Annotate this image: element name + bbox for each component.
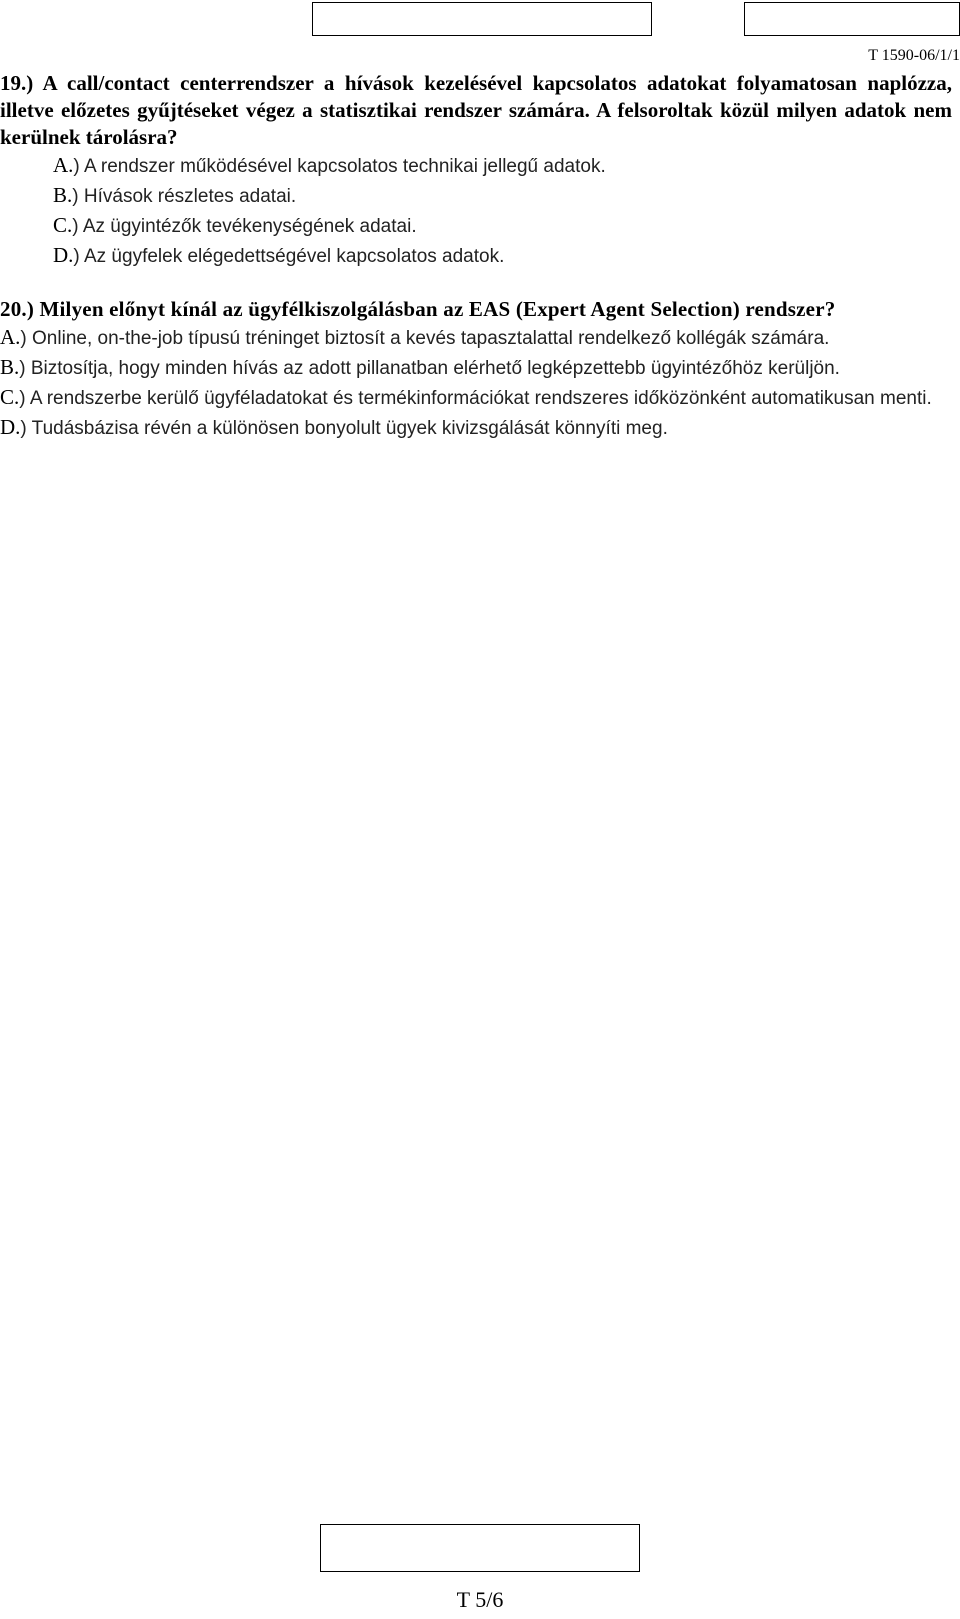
- option-text: ) Biztosítja, hogy minden hívás az adott pillanatban elérhető legképzettebb ügyintézőhöz kerüljön.: [19, 358, 840, 379]
- option-text: ) A rendszer működésével kapcsolatos technikai jellegű adatok.: [73, 156, 606, 177]
- question-text: ) Milyen előnyt kínál az ügyfélkiszolgálásban az EAS (Expert Agent Selection) rendszer?: [26, 297, 836, 321]
- option-text: ) Az ügyfelek elégedettségével kapcsolatos adatok.: [73, 246, 505, 267]
- option-letter: D.: [53, 243, 74, 267]
- option-letter: B.: [0, 355, 20, 379]
- answer-option-b: [0, 181, 952, 211]
- option-text: ) Online, on-the-job típusú tréninget biztosít a kevés tapasztalattal rendelkező kollégák számára.: [20, 328, 830, 349]
- answer-option-a: [0, 151, 952, 181]
- question-stem: [0, 296, 952, 323]
- option-letter: D.: [0, 415, 21, 439]
- option-letter: C.: [0, 385, 20, 409]
- option-letter: B.: [53, 183, 73, 207]
- option-text: ) Tudásbázisa révén a különösen bonyolult ügyek kivizsgálását könnyíti meg.: [20, 418, 668, 439]
- question-stem: [0, 70, 952, 151]
- answer-option-a: [0, 323, 952, 353]
- answer-option-c: [0, 383, 952, 413]
- footer-score-box: [320, 1524, 640, 1572]
- option-text: ) A rendszerbe kerülő ügyféladatokat és termékinformációkat rendszeres időközönként automatikusan menti.: [19, 388, 932, 409]
- question-text: ) A call/contact centerrendszer a hívások kezelésével kapcsolatos adatokat folyamatosan naplózza, illetve előzetes gyűjtéseket végez a statisztikai rendszer számára. A felsoroltak közül milyen adatok nem kerülnek tárolásra?: [0, 71, 952, 149]
- question-19: [0, 70, 952, 271]
- option-letter: A.: [53, 153, 74, 177]
- question-number: 19.: [0, 71, 27, 95]
- question-20: [0, 296, 952, 443]
- answer-option-c: [0, 211, 952, 241]
- question-list: [0, 70, 952, 443]
- page-number: T 5/6: [456, 1587, 504, 1612]
- option-letter: A.: [0, 325, 21, 349]
- option-letter: C.: [53, 213, 73, 237]
- document-code: T 1590-06/1/1: [868, 47, 960, 64]
- header-score-box-right: [744, 2, 960, 36]
- answer-option-b: [0, 353, 952, 383]
- answer-option-d: [0, 413, 952, 443]
- option-text: ) Az ügyintézők tevékenységének adatai.: [72, 216, 417, 237]
- header-score-box-left: [312, 2, 652, 36]
- question-number: 20.: [0, 297, 27, 321]
- answer-option-d: [0, 241, 952, 271]
- option-text: ) Hívások részletes adatai.: [72, 186, 297, 207]
